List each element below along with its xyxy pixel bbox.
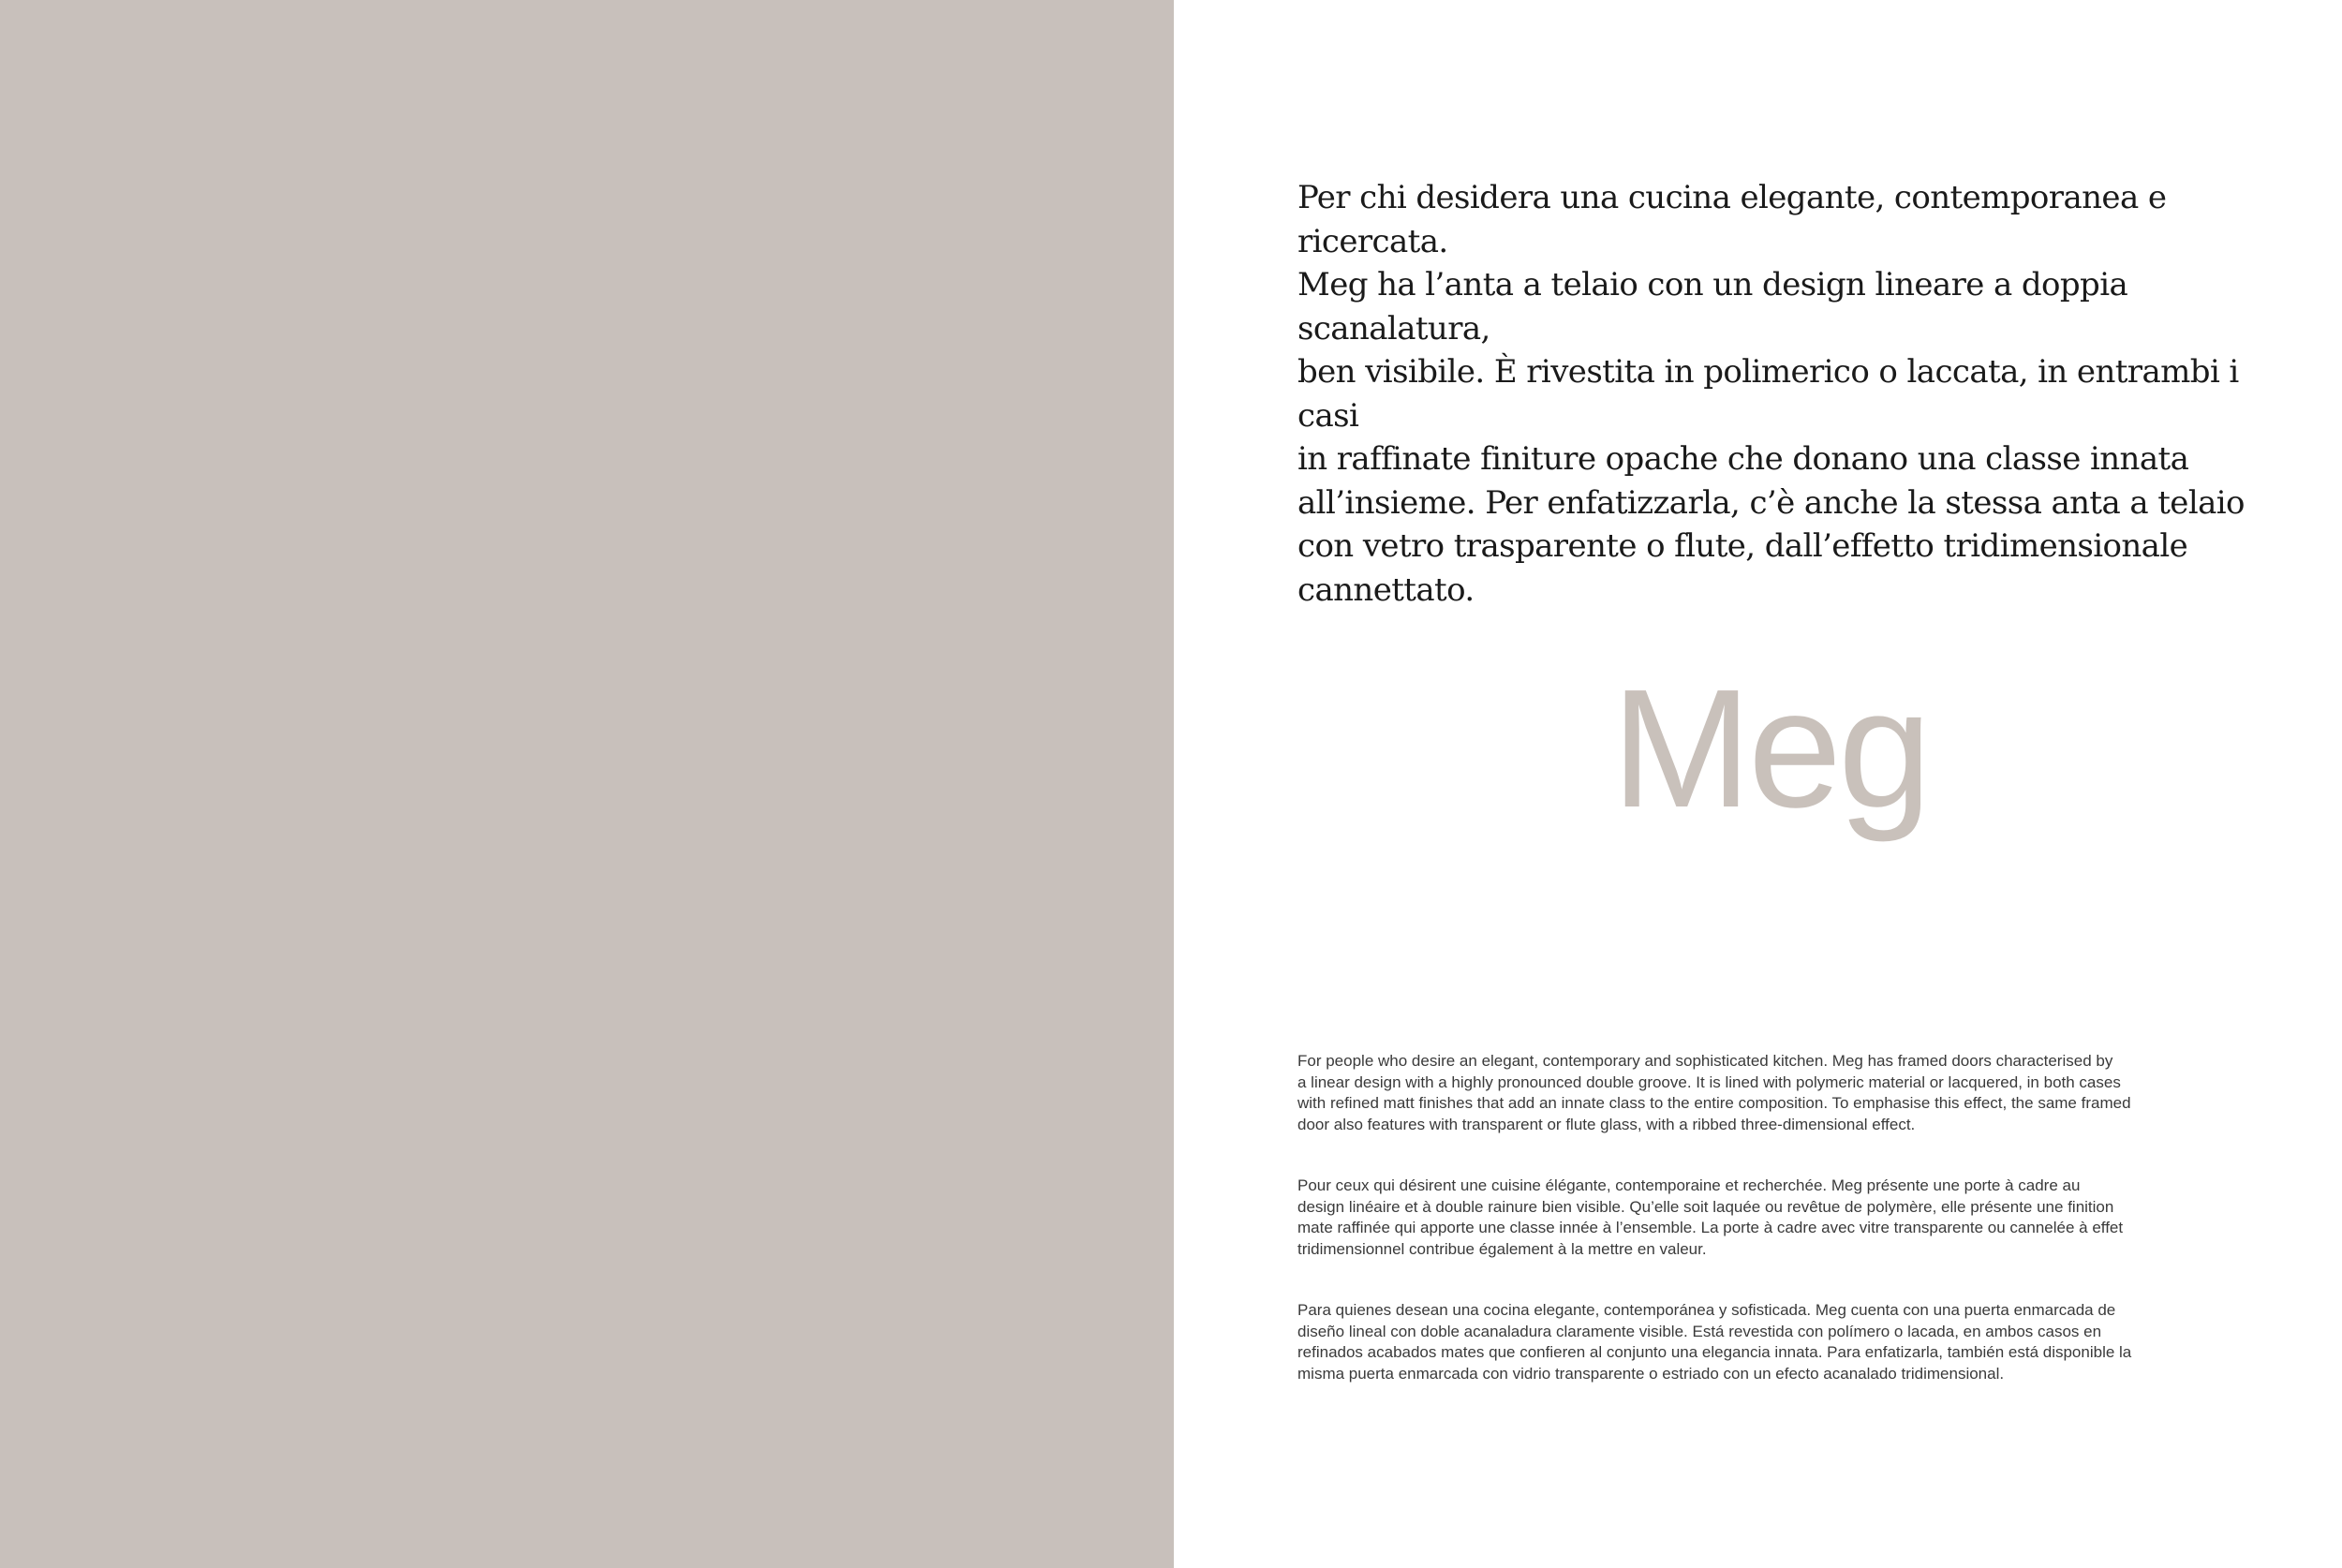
description-spanish: Para quienes desean una cocina elegante, contemporánea y sofisticada. Meg cuenta con una puerta enmarcada de diseño lineal con doble acanaladura claramente visible. Está revestida con polímero o lacada, en ambos casos en refinados acabados mates que confieren al conjunto una elegancia innata. Para enfatizarla, también está disponible la misma puerta enmarcada con vidrio transparente o estriado con un efecto acanalado tridimensional. xyxy=(1297,1301,2132,1383)
description-english: For people who desire an elegant, contemporary and sophisticated kitchen. Meg has framed doors characterised by a linear design with a highly pronounced double groove. It is lined with polymeric material or lacquered, in both cases with refined matt finishes that add an innate class to the entire composition. To emphasise this effect, the same framed door also features with transparent or flute glass, with a ribbed three-dimensional effect. xyxy=(1297,1052,2131,1133)
intro-paragraph-italian: Per chi desidera una cucina elegante, contemporanea e ricercata. Meg ha l’anta a telaio con un design lineare a doppia scanalatura, ben visibile. È rivestita in polimerico o laccata, in entrambi i casi in raffinate finiture opache che donano una classe innata all’insieme. Per enfatizzarla, c’è anche la stessa anta a telaio con vetro trasparente o flute, dall’effetto tridimensionale cannettato. xyxy=(1297,179,2245,609)
description-french: Pour ceux qui désirent une cuisine élégante, contemporaine et recherchée. Meg présente une porte à cadre au design linéaire et à double rainure bien visible. Qu’elle soit laquée ou revêtue de polymère, elle présente une finition mate raffinée qui apporte une classe innée à l’ensemble. La porte à cadre avec vitre transparente ou cannelée à effet tridimensionnel contribue également à la mettre en valeur. xyxy=(1297,1176,2124,1258)
product-title: Meg xyxy=(1611,655,1929,843)
